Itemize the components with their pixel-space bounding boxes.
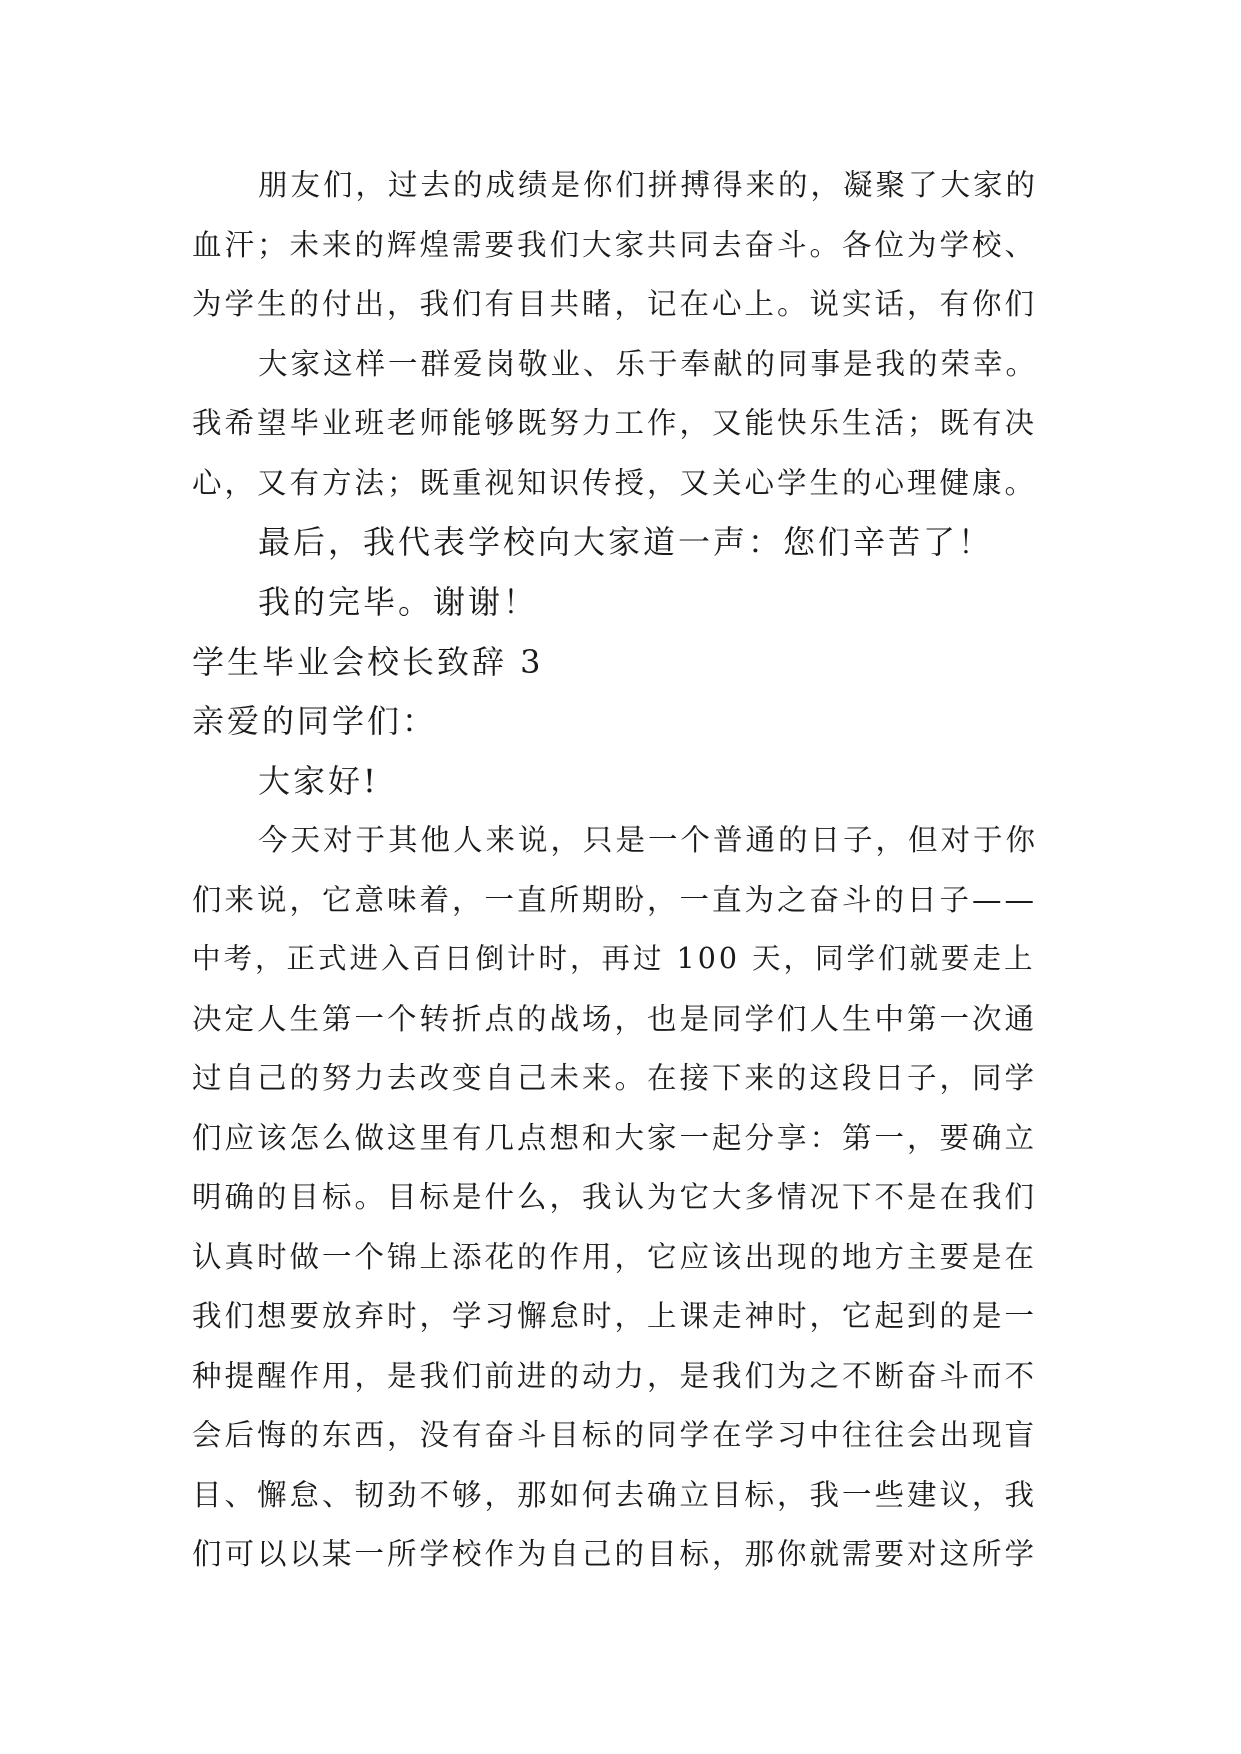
text-line: 朋友们，过去的成绩是你们拼搏得来的，凝聚了大家的 <box>258 168 1039 202</box>
text-line: 血汗；未来的辉煌需要我们大家共同去奋斗。各位为学校、 <box>192 228 1038 262</box>
text-line: 我的完毕。谢谢！ <box>258 583 539 621</box>
text-line: 我们想要放弃时，学习懈怠时，上课走神时，它起到的是一 <box>192 1299 1038 1333</box>
text-line: 目、懈怠、韧劲不够，那如何去确立目标，我一些建议，我 <box>192 1478 1038 1512</box>
text-line: 决定人生第一个转折点的战场，也是同学们人生中第一次通 <box>192 1002 1038 1036</box>
text-line: 认真时做一个锦上添花的作用，它应该出现的地方主要是在 <box>192 1240 1038 1274</box>
text-line: 明确的目标。目标是什么，我认为它大多情况下不是在我们 <box>192 1180 1038 1214</box>
text-line: 心，又有方法；既重视知识传授，又关心学生的心理健康。 <box>192 466 1038 500</box>
greeting: 大家好! <box>258 762 379 800</box>
text-line: 们可以以某一所学校作为自己的目标，那你就需要对这所学 <box>192 1537 1038 1571</box>
text-line: 们应该怎么做这里有几点想和大家一起分享：第一，要确立 <box>192 1121 1038 1155</box>
text-line: 为学生的付出，我们有目共睹，记在心上。说实话，有你们 <box>192 287 1038 321</box>
text-line: 们来说，它意味着，一直所期盼，一直为之奋斗的日子—— <box>192 883 1038 917</box>
section-heading: 学生毕业会校长致辞 3 <box>192 643 544 681</box>
text-line: 中考，正式进入百日倒计时，再过 100 天，同学们就要走上 <box>192 942 1036 975</box>
salutation: 亲爱的同学们： <box>192 702 438 740</box>
text-line: 我希望毕业班老师能够既努力工作，又能快乐生活；既有决 <box>192 406 1038 440</box>
text-line: 大家这样一群爱岗敬业、乐于奉献的同事是我的荣幸。 <box>258 347 1039 381</box>
text-line: 会后悔的东西，没有奋斗目标的同学在学习中往往会出现盲 <box>192 1418 1038 1452</box>
text-line: 种提醒作用，是我们前进的动力，是我们为之不断奋斗而不 <box>192 1359 1038 1393</box>
text-line: 过自己的努力去改变自己未来。在接下来的这段日子，同学 <box>192 1061 1038 1095</box>
text-line: 今天对于其他人来说，只是一个普通的日子，但对于你 <box>258 823 1039 857</box>
text-line: 最后，我代表学校向大家道一声：您们辛苦了！ <box>258 523 994 561</box>
